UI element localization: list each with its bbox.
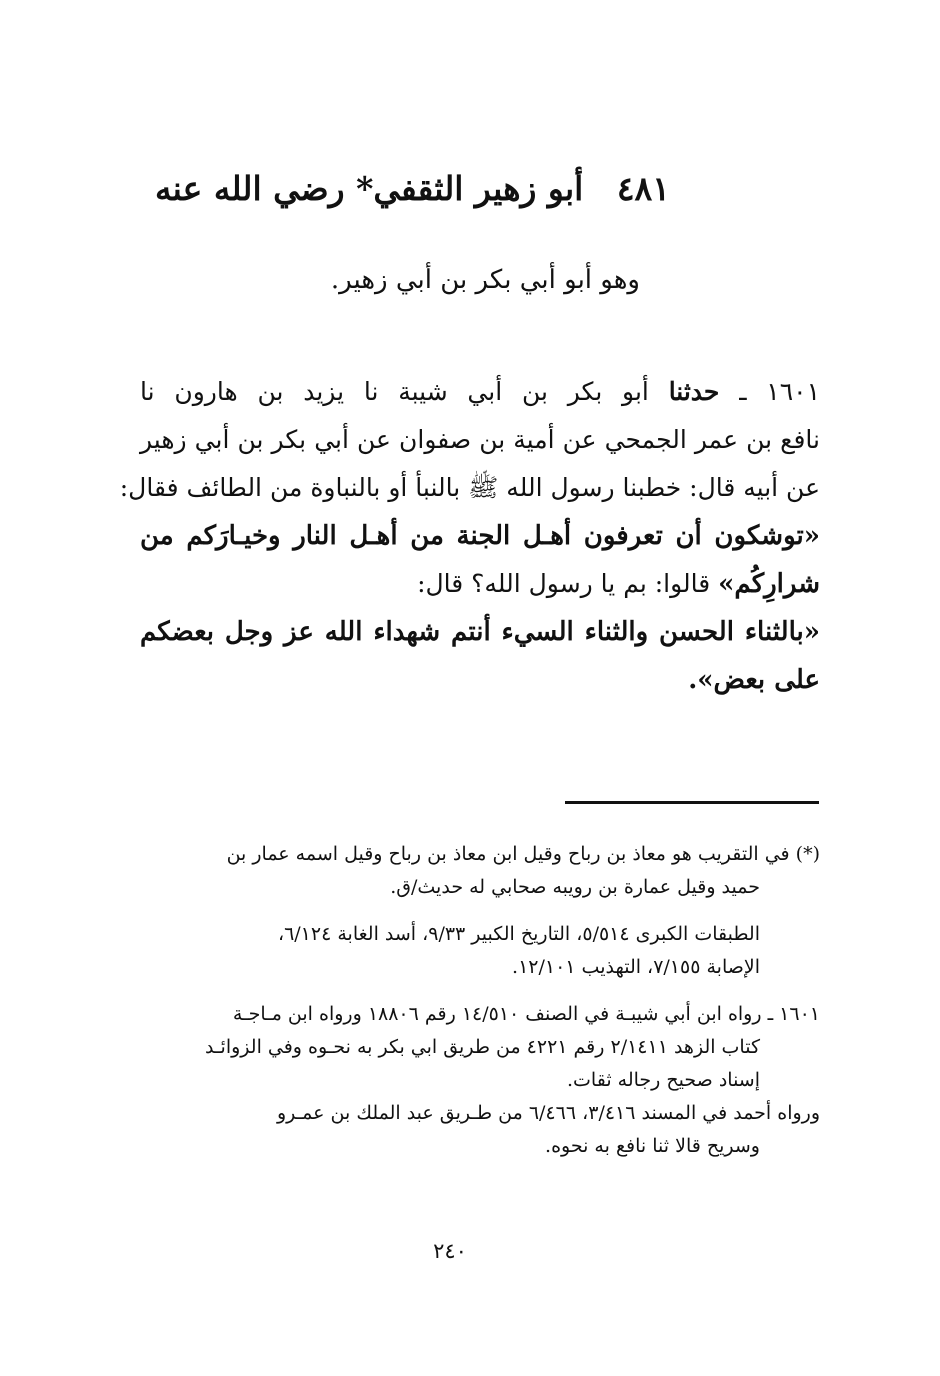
footnote-divider [565, 801, 819, 804]
hadith-line-7: على بعض». [688, 665, 820, 695]
narration-verb: حدثنا [668, 377, 720, 406]
footnote-sources [140, 918, 820, 984]
footnote-1601 [140, 998, 820, 1163]
footnote-line: وسريح قالا ثنا نافع به نحوه. [545, 1135, 760, 1157]
chapter-subtitle: وهو أبو أبي بكر بن أبي زهير. [330, 265, 640, 295]
footnote-line: ١٦٠١ ـ رواه ابن أبي شيبـة في الصنف ١٤/٥١٠ رقم ١٨٨٠٦ ورواه ابن مـاجـة [232, 1003, 820, 1025]
footnote-line: ورواه أحمد في المسند ٣/٤١٦، ٦/٤٦٦ من طـريق عبد الملك بن عمـرو [276, 1102, 820, 1124]
hadith-text [119, 368, 821, 704]
footnote-line: كتاب الزهد ٢/١٤١١ رقم ٤٢٢١ من طريق ابي بكر به نحـوه وفي الزوائـد [205, 1036, 760, 1058]
hadith-line-5-rest: قالوا: بم يا رسول الله؟ قال: [417, 569, 711, 598]
footnote-star [140, 838, 820, 904]
chapter-number: ٤٨١ [616, 169, 670, 208]
hadith-line-2: نافع بن عمر الجمحي عن أمية بن صفوان عن أبي بكر بن أبي زهير [140, 425, 820, 454]
hadith-line-5-bold: شرارِكُم» [718, 569, 820, 599]
footnote-gap [140, 984, 820, 998]
page-number: ٢٤٠ [433, 1239, 467, 1263]
footnote-line: إسناد صحيح رجاله ثقات. [567, 1069, 760, 1091]
footnote-line: الطبقات الكبرى ٥/٥١٤، التاريخ الكبير ٩/٣٣، أسد الغابة ٦/١٢٤، [277, 923, 760, 945]
chapter-title: أبو زهير الثقفي* رضي الله عنه [154, 169, 584, 208]
footnotes [140, 838, 820, 1163]
hadith-line-3: عن أبيه قال: خطبنا رسول الله ﷺ بالنبأ أو بالنباوة من الطائف فقال: [119, 473, 820, 502]
footnote-line: حميد وقيل عمارة بن رويبه صحابي له حديث/ق. [390, 876, 760, 898]
hadith-number: ١٦٠١ ـ [739, 377, 821, 406]
hadith-line-4: «توشكون أن تعرفون أهـل الجنة من أهـل النار وخيـارَكم من [140, 521, 820, 551]
footnote-line: (*) في التقريب هو معاذ بن رباح وقيل ابن معاذ بن رباح وقيل اسمه عمار بن [226, 843, 820, 865]
hadith-line-5 [140, 560, 820, 608]
hadith-line-1 [140, 368, 820, 416]
hadith-line-1-rest: أبو بكر بن أبي شيبة نا يزيد بن هارون نا [140, 377, 649, 406]
footnote-line: الإصابة ٧/١٥٥، التهذيب ١٢/١٠١. [512, 956, 760, 978]
footnote-gap [140, 904, 820, 918]
hadith-line-6: «بالثناء الحسن والثناء السيء أنتم شهداء الله عز وجل بعضكم [140, 617, 820, 647]
chapter-heading [154, 164, 670, 214]
